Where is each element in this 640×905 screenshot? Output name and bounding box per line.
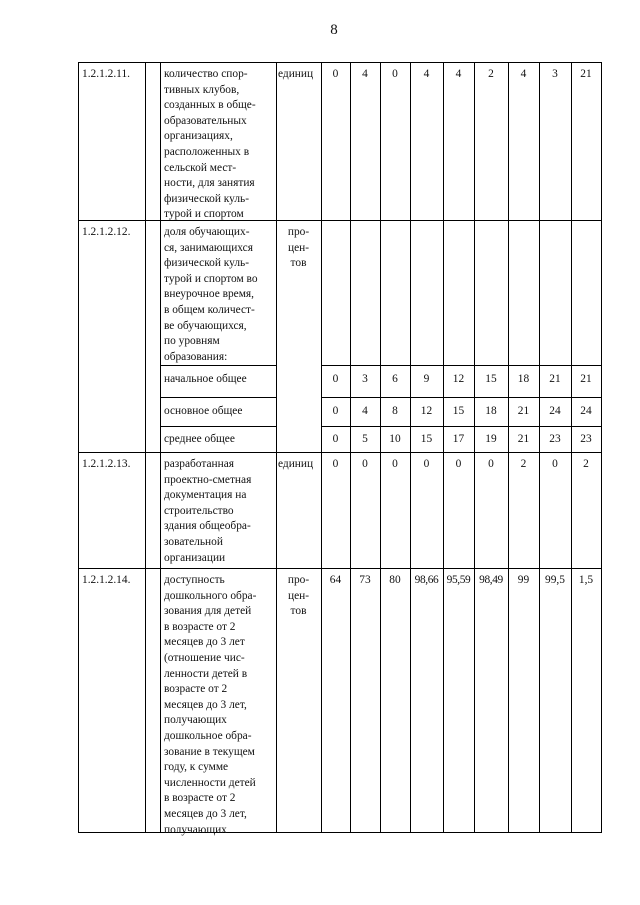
unit: про- цен- тов xyxy=(287,574,310,618)
subrow-divider xyxy=(321,397,601,398)
value-cell: 4 xyxy=(362,405,368,417)
value-cell: 3 xyxy=(552,68,558,80)
value-cell: 23 xyxy=(549,433,561,445)
indicator-text: доступность дошкольного обра- зования для детей в возрасте от 2 месяцев до 3 лет (отношение чис- ленности детей в возрасте от 2 месяцев до 3 лет, получающих дошкольное обра- зование в текущем году, к сумме численности детей в возрасте от 2 месяцев до 3 лет, получающих xyxy=(164,574,257,836)
value-cell: 0 xyxy=(332,405,339,417)
column-border xyxy=(160,62,161,833)
value-cell: 0 xyxy=(332,373,339,385)
column-border xyxy=(145,62,146,833)
indicator-text: разработанная проектно-сметная документация на строительство здания общеобра- зовательной организации xyxy=(164,458,252,564)
value-cell: 12 xyxy=(420,405,433,417)
value-cell: 0 xyxy=(488,458,494,470)
value-cell: 21 xyxy=(517,433,530,445)
value-cell: 0 xyxy=(423,458,430,470)
value-cell: 0 xyxy=(332,458,339,470)
value-cell: 24 xyxy=(549,405,561,417)
row-code: 1.2.1.2.14. xyxy=(82,574,131,586)
subrow-label: среднее общее xyxy=(164,433,235,445)
indicator-text: доля обучающих- ся, занимающихся физической куль- турой и спортом во внеурочное время, в общем количест- ве обучающихся, по уровням образования: xyxy=(164,226,258,363)
value-cell: 18 xyxy=(485,405,497,417)
value-cell: 80 xyxy=(389,574,401,586)
value-cell: 24 xyxy=(580,405,592,417)
unit: про- цен- тов xyxy=(287,226,310,270)
value-cell: 21 xyxy=(580,68,592,80)
value-cell: 21 xyxy=(517,405,530,417)
value-cell: 15 xyxy=(452,405,465,417)
indicator-text: количество спор- тивных клубов, созданных в обще- образовательных организациях, расположенных в сельской мест- ности, для занятия физической куль- турой и спортом xyxy=(164,68,256,221)
value-cell: 21 xyxy=(549,373,561,385)
value-cell: 73 xyxy=(359,574,371,586)
row-divider xyxy=(78,452,601,453)
row-code: 1.2.1.2.13. xyxy=(82,458,131,470)
value-cell: 4 xyxy=(362,68,368,80)
value-cell: 15 xyxy=(485,373,497,385)
value-cell: 23 xyxy=(580,433,592,445)
row-code: 1.2.1.2.12. xyxy=(82,226,131,238)
value-cell: 4 xyxy=(423,68,430,80)
value-cell: 98,49 xyxy=(479,574,503,586)
value-cell: 12 xyxy=(452,373,465,385)
value-cell: 8 xyxy=(392,405,398,417)
value-cell: 98,66 xyxy=(414,574,439,586)
value-cell: 0 xyxy=(392,458,398,470)
row-divider xyxy=(78,220,601,221)
value-cell: 0 xyxy=(362,458,368,470)
value-cell: 0 xyxy=(392,68,398,80)
column-border xyxy=(78,62,79,833)
value-cell: 2 xyxy=(488,68,494,80)
value-cell: 0 xyxy=(332,433,339,445)
value-cell: 10 xyxy=(389,433,401,445)
subrow-divider xyxy=(321,426,601,427)
value-cell: 17 xyxy=(452,433,465,445)
value-cell: 19 xyxy=(485,433,497,445)
subrow-divider xyxy=(321,365,601,366)
subrow-divider xyxy=(160,397,276,398)
subrow-label: основное общее xyxy=(164,405,243,417)
row-code: 1.2.1.2.11. xyxy=(82,68,130,80)
value-cell: 4 xyxy=(455,68,462,80)
value-cell: 99 xyxy=(517,574,530,586)
value-cell: 15 xyxy=(420,433,433,445)
unit: единиц xyxy=(278,68,314,80)
value-cell: 95,59 xyxy=(446,574,471,586)
value-cell: 3 xyxy=(362,373,368,385)
value-cell: 9 xyxy=(423,373,430,385)
unit: единиц xyxy=(278,458,314,470)
row-divider xyxy=(78,568,601,569)
value-cell: 0 xyxy=(455,458,462,470)
value-cell: 64 xyxy=(329,574,342,586)
column-border xyxy=(276,62,277,833)
value-cell: 2 xyxy=(583,458,589,470)
value-cell: 4 xyxy=(520,68,527,80)
value-cell: 1,5 xyxy=(578,574,594,586)
value-cell: 0 xyxy=(332,68,339,80)
table-top-border xyxy=(78,62,601,63)
value-cell: 18 xyxy=(517,373,530,385)
value-cell: 2 xyxy=(520,458,527,470)
page-number: 8 xyxy=(330,22,338,38)
column-border xyxy=(601,62,602,833)
value-cell: 99,5 xyxy=(545,574,565,586)
value-cell: 21 xyxy=(580,373,592,385)
table-bottom-border xyxy=(78,832,601,833)
value-cell: 5 xyxy=(362,433,368,445)
value-cell: 6 xyxy=(392,373,398,385)
subrow-divider xyxy=(160,426,276,427)
subrow-label: начальное общее xyxy=(164,373,247,385)
value-cell: 0 xyxy=(552,458,558,470)
